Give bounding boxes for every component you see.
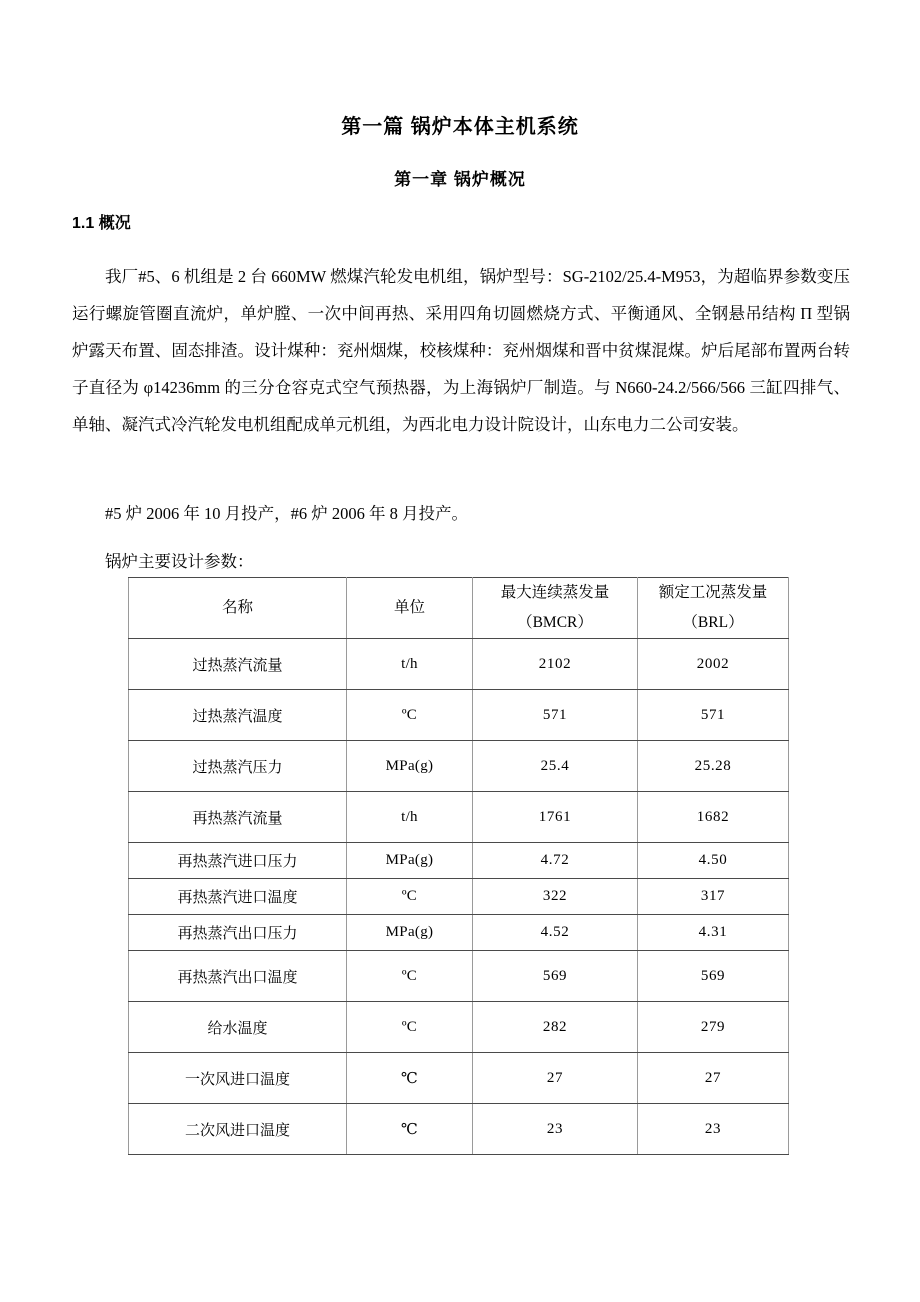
table-row [129,741,789,792]
cell-bmcr-value: 569 [473,951,638,1002]
paragraph-table-caption [72,543,850,580]
cell-unit: ℃ [347,1104,473,1155]
cell-unit: ºC [347,951,473,1002]
cell-bmcr-value: 1761 [473,792,638,843]
chapter-title: 第一章 锅炉概况 [394,170,526,189]
cell-unit: MPa(g) [347,843,473,879]
cell-bmcr-value: 282 [473,1002,638,1053]
table-row [129,879,789,915]
page-title: 第一篇 锅炉本体主机系统 [341,116,579,138]
column-header-unit [347,578,473,639]
cell-parameter-name: 二次风进口温度 [129,1104,347,1155]
cell-parameter-name: 再热蒸汽进口温度 [129,879,347,915]
column-header-bmcr-line1: 最大连续蒸发量 [500,584,610,601]
cell-bmcr-value: 27 [473,1053,638,1104]
cell-brl-value: 25.28 [638,741,789,792]
paragraph-text: 锅炉主要设计参数： [105,552,254,571]
cell-parameter-name: 一次风进口温度 [129,1053,347,1104]
table-row [129,1002,789,1053]
cell-brl-value: 23 [638,1104,789,1155]
cell-parameter-name: 给水温度 [129,1002,347,1053]
cell-parameter-name: 再热蒸汽进口压力 [129,843,347,879]
cell-bmcr-value: 4.52 [473,915,638,951]
table-body [129,639,789,1155]
cell-unit: ºC [347,690,473,741]
cell-bmcr-value: 571 [473,690,638,741]
cell-bmcr-value: 25.4 [473,741,638,792]
cell-parameter-name: 再热蒸汽出口压力 [129,915,347,951]
cell-brl-value: 279 [638,1002,789,1053]
cell-bmcr-value: 23 [473,1104,638,1155]
table-row [129,843,789,879]
column-header-bmcr [473,578,638,639]
cell-unit: MPa(g) [347,741,473,792]
cell-unit: t/h [347,639,473,690]
cell-bmcr-value: 322 [473,879,638,915]
cell-bmcr-value: 4.72 [473,843,638,879]
cell-unit: MPa(g) [347,915,473,951]
cell-brl-value: 27 [638,1053,789,1104]
cell-brl-value: 569 [638,951,789,1002]
table-row [129,915,789,951]
table-row [129,1053,789,1104]
cell-parameter-name: 过热蒸汽温度 [129,690,347,741]
cell-brl-value: 4.31 [638,915,789,951]
section-heading: 1.1 概况 [72,215,131,232]
cell-unit: ºC [347,1002,473,1053]
cell-parameter-name: 再热蒸汽出口温度 [129,951,347,1002]
cell-unit: ℃ [347,1053,473,1104]
boiler-design-parameters-table [128,577,789,1155]
table-row [129,1104,789,1155]
column-header-name [129,578,347,639]
table-row [129,951,789,1002]
cell-unit: ºC [347,879,473,915]
column-header-brl-line1: 额定工况蒸发量 [658,584,768,601]
cell-parameter-name: 再热蒸汽流量 [129,792,347,843]
table-row [129,792,789,843]
paragraph-commissioning [72,495,850,532]
column-header-name-label: 名称 [221,599,253,616]
paragraph-overview [72,258,850,443]
cell-bmcr-value: 2102 [473,639,638,690]
paragraph-text: #5 炉 2006 年 10 月投产，#6 炉 2006 年 8 月投产。 [105,504,468,523]
table-header-row [129,578,789,639]
column-header-brl-line2: （BRL） [682,614,744,631]
column-header-brl [638,578,789,639]
cell-parameter-name: 过热蒸汽流量 [129,639,347,690]
table-row [129,690,789,741]
cell-brl-value: 2002 [638,639,789,690]
cell-brl-value: 1682 [638,792,789,843]
cell-parameter-name: 过热蒸汽压力 [129,741,347,792]
cell-brl-value: 317 [638,879,789,915]
cell-unit: t/h [347,792,473,843]
table-row [129,639,789,690]
cell-brl-value: 4.50 [638,843,789,879]
column-header-unit-label: 单位 [393,599,425,616]
paragraph-text: 我厂#5、6 机组是 2 台 660MW 燃煤汽轮发电机组，锅炉型号：SG-2102/25.4-M953，为超临界参数变压运行螺旋管圈直流炉，单炉膛、一次中间再热、采用四角切圆燃烧方式、平衡通风、全钢悬吊结构 Π 型锅炉露天布置、固态排渣。设计煤种：兖州烟煤，校核煤种：兖州烟煤和晋中贫煤混煤。炉后尾部布置两台转子直径为 φ14236mm 的三分仓容克式空气预热器，为上海锅炉厂制造。与 N660-24.2/566/566 三缸四排气、单轴、凝汽式冷汽轮发电机组配成单元机组，为西北电力设计院设计，山东电力二公司安装。 [72,267,850,434]
cell-brl-value: 571 [638,690,789,741]
column-header-bmcr-line2: （BMCR） [517,614,593,631]
